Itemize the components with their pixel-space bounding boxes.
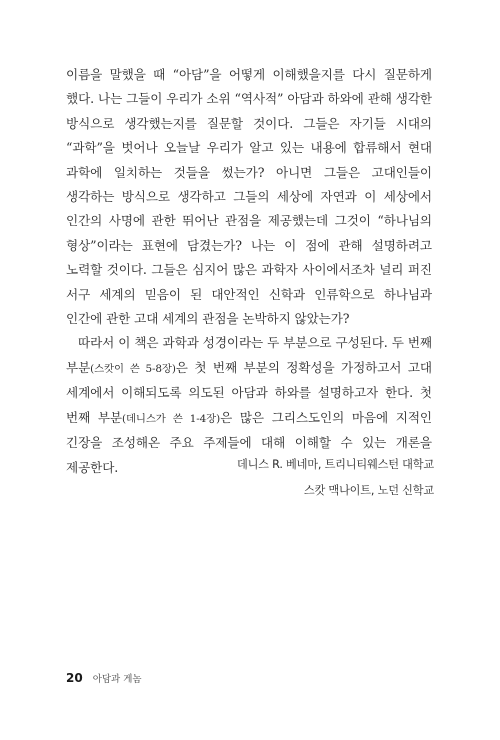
page-footer (66, 671, 142, 685)
paragraph-2-text-c: 은 많은 그리스도인의 마음에 지적인 긴장을 조성해온 주요 주제들에 대해 이해할 수 있는 개론을 제공한다. (66, 409, 432, 475)
paragraph-2-aside-1: (스캇이 쓴 5-8장) (90, 362, 176, 375)
paragraph-1 (66, 63, 432, 331)
paragraph-2-text-a: 따라서 이 책은 과학과 성경이라는 두 부분으로 구성된다. 두 번째 부분 (66, 335, 432, 375)
page-number: 20 (66, 671, 83, 685)
signature-line-2: 스캇 맥나이트, 노던 신학교 (303, 484, 434, 497)
paragraph-2-text-b: 은 첫 번째 부분의 정확성을 가정하고서 고대 세계에서 이해되도록 의도된 아담과 하와를 설명하고자 한다. 첫 번째 부분 (66, 359, 432, 425)
signature-line-1: 데니스 R. 베네마, 트리니티웨스턴 대학교 (236, 458, 434, 471)
author-signatures (237, 452, 434, 504)
body-text (66, 63, 432, 480)
running-title: 아담과 게놈 (92, 674, 142, 685)
paragraph-1-text: 이름을 말했을 때 “아담”을 어떻게 이해했을지를 다시 질문하게 했다. 나는 그들이 우리가 소위 “역사적” 아담과 하와에 관해 생각한 방식으로 생각했는지를 질문할 것이다. 그들은 자기들 시대의 “과학”을 벗어나 오늘날 우리가 알고 있는 내용에 합류해서 현대 과학에 일치하는 것들을 썼는가? 아니면 그들은 고대인들이 생각하는 방식으로 생각하고 그들의 세상에 자연과 이 세상에서 인간의 사명에 관한 뛰어난 관점을 제공했는데 그것이 “하나님의 형상”이라는 표현에 담겼는가? 나는 이 점에 관해 설명하려고 노력할 것이다. 그들은 심지어 많은 과학자 사이에서조차 널리 퍼진 서구 세계의 믿음이 된 대안적인 신학과 인류학으로 하나님과 인간에 관한 고대 세계의 관점을 논박하지 않았는가? (66, 67, 432, 327)
paragraph-2-aside-2: (데니스가 쓴 1-4장) (122, 412, 221, 425)
